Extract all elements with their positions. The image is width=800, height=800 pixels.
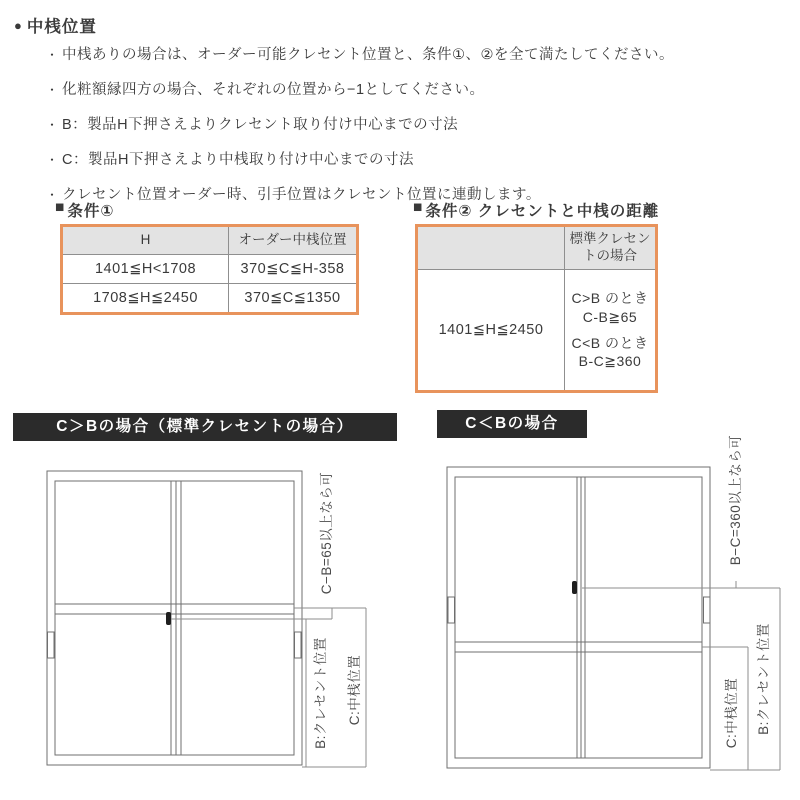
cell-c-range: 370≦C≦H-358 xyxy=(229,255,358,284)
header-cell-h: H xyxy=(62,226,229,255)
condition2-heading xyxy=(413,199,659,221)
window-inner-frame xyxy=(55,481,294,755)
window-outer-frame xyxy=(447,467,710,768)
middle-rail xyxy=(55,604,294,614)
rule-group xyxy=(567,334,653,372)
table-header-row xyxy=(417,226,657,270)
center-stile xyxy=(577,477,585,758)
gap-dimension-label: C−B=65以上なら可 xyxy=(319,471,334,595)
left-pull-handle xyxy=(48,632,55,658)
middle-rail xyxy=(455,642,702,652)
dot-bullet-icon: ・ xyxy=(46,188,59,202)
gap-dimension-label: B−C=360以上なら可 xyxy=(728,434,743,566)
header-cell-order-rail: オーダー中桟位置 xyxy=(229,226,358,255)
crescent-position-label: B:クレセント位置 xyxy=(313,637,328,749)
rule-group xyxy=(567,289,653,327)
cell-h-range: 1708≦H≦2450 xyxy=(62,284,229,314)
circle-bullet-icon: ● xyxy=(14,17,23,33)
rule-condition: C>B のとき xyxy=(571,289,649,306)
note-item xyxy=(46,150,786,170)
condition1-heading xyxy=(55,199,115,221)
notes-list xyxy=(46,45,786,220)
condition2-heading-text: 条件② クレセントと中桟の距離 xyxy=(425,203,660,220)
window-inner-frame xyxy=(455,477,702,758)
table-row xyxy=(62,284,358,314)
crescent-lock-icon xyxy=(572,581,577,594)
right-pull-handle xyxy=(295,632,302,658)
header-cell-standard-crescent: 標準クレセントの場合 xyxy=(565,226,657,270)
window-outer-frame xyxy=(47,471,302,765)
right-pull-handle xyxy=(704,597,711,623)
left-pull-handle xyxy=(448,597,455,623)
table-row xyxy=(417,270,657,392)
dot-bullet-icon: ・ xyxy=(46,118,59,132)
empty-header-cell xyxy=(417,226,565,270)
cell-c-range: 370≦C≦1350 xyxy=(229,284,358,314)
note-item xyxy=(46,80,786,100)
page-title-text: 中桟位置 xyxy=(26,18,97,36)
diagram-c-less-than-b xyxy=(400,415,800,800)
rail-position-label: C:中桟位置 xyxy=(347,654,362,726)
dot-bullet-icon: ・ xyxy=(46,48,59,62)
page-title xyxy=(14,13,97,37)
note-text: C：製品H下押さえより中桟取り付け中心までの寸法 xyxy=(62,152,414,168)
dot-bullet-icon: ・ xyxy=(46,83,59,97)
rule-formula: B-C≧360 xyxy=(578,353,642,370)
cell-h-range: 1401≦H≦2450 xyxy=(417,270,565,392)
square-marker-icon: ■ xyxy=(55,199,66,216)
square-marker-icon: ■ xyxy=(413,199,424,216)
crescent-position-label: B:クレセント位置 xyxy=(756,623,771,735)
note-text: 中桟ありの場合は、オーダー可能クレセント位置と、条件①、②を全て満たしてください。 xyxy=(62,47,674,63)
diagram-c-greater-than-b xyxy=(0,445,400,800)
note-text: B：製品H下押さえよりクレセント取り付け中心までの寸法 xyxy=(62,117,459,133)
condition2-table xyxy=(415,224,658,393)
diagram-right-title: C＜Bの場合 xyxy=(437,410,587,438)
dot-bullet-icon: ・ xyxy=(46,153,59,167)
condition1-table xyxy=(60,224,359,315)
diagram-left-title: C＞Bの場合（標準クレセントの場合） xyxy=(13,413,397,441)
crescent-lock-icon xyxy=(166,612,171,625)
note-item xyxy=(46,115,786,135)
rule-formula: C-B≧65 xyxy=(582,308,638,325)
condition1-heading-text: 条件① xyxy=(67,203,115,220)
table-header-row xyxy=(62,226,358,255)
rule-condition: C<B のとき xyxy=(571,334,649,351)
note-text: 化粧額縁四方の場合、それぞれの位置から−1としてください。 xyxy=(62,82,485,98)
note-item xyxy=(46,45,786,65)
cell-rules xyxy=(565,270,657,392)
table-row xyxy=(62,255,358,284)
center-stile xyxy=(171,481,181,755)
rail-position-label: C:中桟位置 xyxy=(724,677,739,749)
note-text: クレセント位置オーダー時、引手位置はクレセント位置に連動します。 xyxy=(62,187,541,203)
cell-h-range: 1401≦H<1708 xyxy=(62,255,229,284)
